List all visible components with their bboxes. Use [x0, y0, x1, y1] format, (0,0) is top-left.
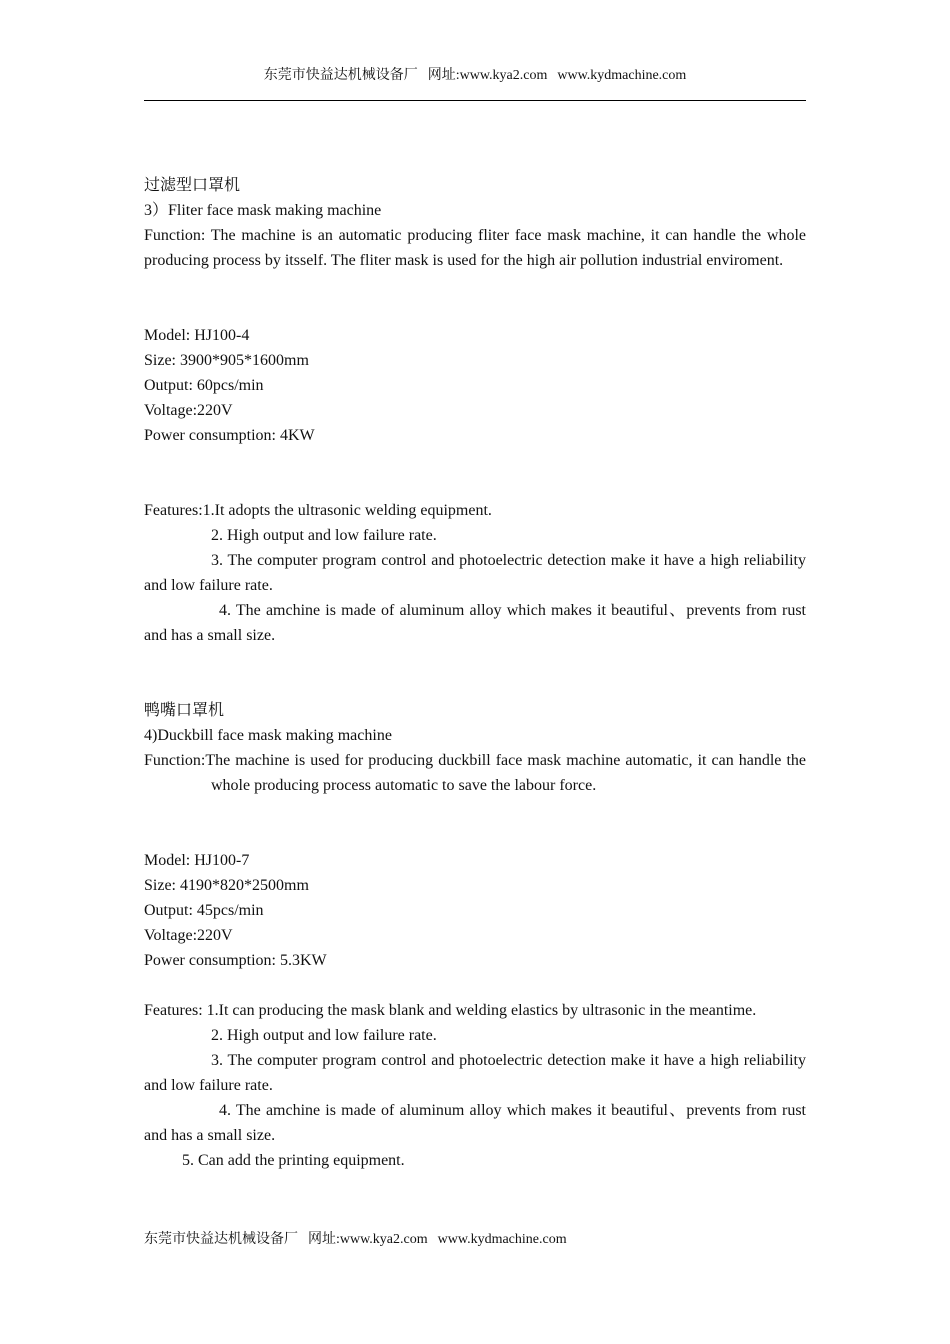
section4-feature-4: 4. The amchine is made of aluminum alloy which makes it beautiful、prevents from rust and has a small size.	[144, 1102, 807, 1144]
section4-power: Power consumption: 5.3KW	[144, 952, 327, 969]
section4-feature-5: 5. Can add the printing equipment.	[182, 1152, 405, 1169]
section3-feature-1: Features:1.It adopts the ultrasonic welding equipment.	[144, 502, 492, 519]
section3-power: Power consumption: 4KW	[144, 427, 315, 444]
section3-function: Function: The machine is an automatic producing fliter face mask machine, it can handle the whole producing process by itsself. The fliter mask is used for the high air pollution industrial enviroment.	[144, 227, 806, 269]
section3-feature-4: 4. The amchine is made of aluminum alloy which makes it beautiful、prevents from rust and has a small size.	[144, 602, 807, 644]
header-site-label: 网址:www.kya2.com	[427, 68, 548, 83]
section4-output: Output: 45pcs/min	[144, 902, 264, 919]
footer-company: 东莞市快益达机械设备厂	[144, 1232, 298, 1247]
section4-voltage: Voltage:220V	[144, 927, 233, 944]
section3-title-en: 3）Fliter face mask making machine	[144, 202, 382, 219]
section4-title-en: 4)Duckbill face mask making machine	[144, 727, 392, 744]
section4-size: Size: 4190*820*2500mm	[144, 877, 309, 894]
section3-output: Output: 60pcs/min	[144, 377, 264, 394]
header-company: 东莞市快益达机械设备厂	[263, 68, 418, 83]
page-body	[144, 173, 806, 1173]
section4-model: Model: HJ100-7	[144, 852, 250, 869]
section3-feature-2: 2. High output and low failure rate.	[211, 527, 437, 544]
section3-feature-3: 3. The computer program control and photoelectric detection make it have a high reliability and low failure rate.	[144, 552, 806, 594]
section3-title-cn: 过滤型口罩机	[144, 177, 241, 194]
section4-title-cn: 鸭嘴口罩机	[144, 702, 225, 719]
section4-feature-2: 2. High output and low failure rate.	[211, 1027, 437, 1044]
section3-model: Model: HJ100-4	[144, 327, 250, 344]
footer-site2: www.kydmachine.com	[437, 1232, 567, 1247]
page-footer	[144, 1230, 567, 1250]
header-divider	[144, 100, 806, 101]
section4-feature-3: 3. The computer program control and photoelectric detection make it have a high reliability and low failure rate.	[144, 1052, 806, 1094]
header-site2: www.kydmachine.com	[557, 68, 687, 83]
footer-site-label: 网址:www.kya2.com	[308, 1232, 428, 1247]
section3-voltage: Voltage:220V	[144, 402, 233, 419]
page-header	[144, 66, 806, 86]
section3-size: Size: 3900*905*1600mm	[144, 352, 309, 369]
section4-function: Function:The machine is used for producing duckbill face mask machine automatic, it can handle the whole producing process automatic to save the labour force.	[144, 752, 806, 794]
section4-feature-1: Features: 1.It can producing the mask blank and welding elastics by ultrasonic in the meantime.	[144, 1002, 757, 1019]
